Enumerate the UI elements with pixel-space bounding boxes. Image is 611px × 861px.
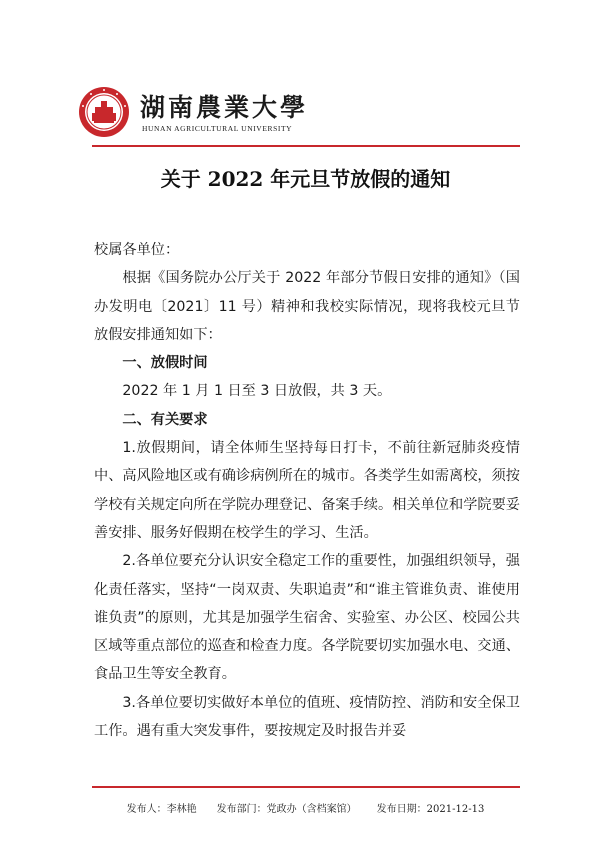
university-name-cn: 湖南農業大學 [140, 93, 309, 122]
publisher-name: 李林艳 [166, 804, 197, 815]
intro-paragraph: 根据《国务院办公厅关于 2022 年部分节假日安排的通知》（国办发明电〔2021〕11 号）精神和我校实际情况，现将我校元旦节放假安排通知如下： [94, 270, 520, 343]
header-divider [92, 145, 520, 147]
university-seal-icon [78, 86, 130, 138]
date-label: 发布日期： [376, 804, 427, 815]
publisher-label: 发布人： [126, 804, 167, 815]
footer-divider [92, 786, 520, 788]
notice-body [94, 236, 520, 745]
dept-label: 发布部门： [216, 804, 267, 815]
requirement-item-2: 2.各单位要充分认识安全稳定工作的重要性，加强组织领导，强化责任落实，坚持“一岗双责、失职追责”和“谁主管谁负责、谁使用谁负责”的原则，尤其是加强学生宿舍、实验室、办公区、校园公共区域等重点部位的巡查和检查力度。各学院要切实加强水电、交通、食品卫生等安全教育。 [94, 553, 520, 683]
university-logo [78, 86, 309, 138]
university-name-en: HUNAN AGRICULTURAL UNIVERSITY [142, 124, 293, 133]
section1-text: 2022 年 1 月 1 日至 3 日放假，共 3 天。 [122, 383, 392, 400]
publish-date: 2021-12-13 [426, 804, 485, 815]
salutation: 校属各单位： [94, 242, 180, 258]
section2-heading: 二、有关要求 [122, 411, 208, 428]
requirement-item-3: 3.各单位要切实做好本单位的值班、疫情防控、消防和安全保卫工作。遇有重大突发事件，要按规定及时报告并妥 [94, 694, 520, 740]
publish-info [0, 800, 611, 815]
section1-heading: 一、放假时间 [122, 355, 208, 372]
dept-name: 党政办（含档案馆） [266, 804, 357, 815]
requirement-item-1: 1.放假期间，请全体师生坚持每日打卡，不前往新冠肺炎疫情中、高风险地区或有确诊病例所在的城市。各类学生如需离校，须按学校有关规定向所在学院办理登记、备案手续。相关单位和学院要妥善安排、服务好假期在校学生的学习、生活。 [94, 440, 520, 541]
notice-title: 关于 2022 年元旦节放假的通知 [160, 167, 451, 191]
